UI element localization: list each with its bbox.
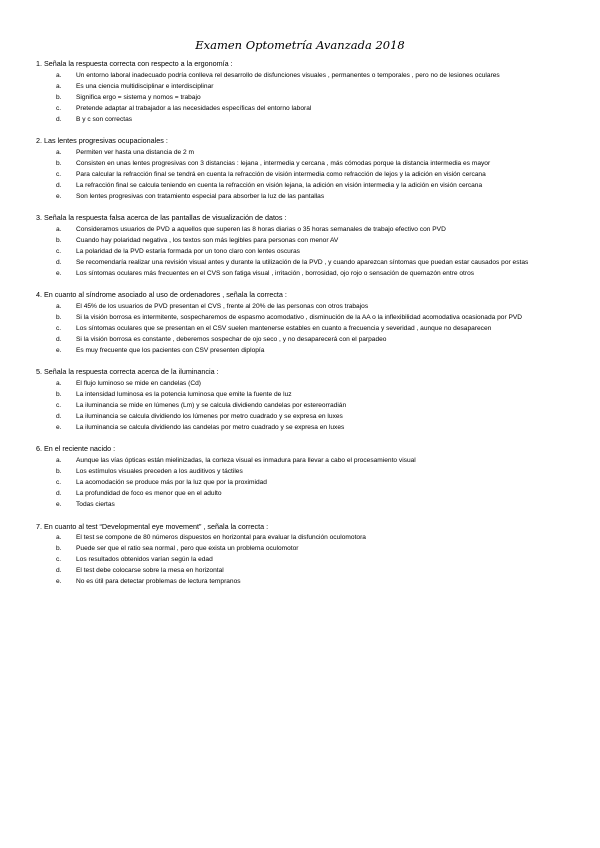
question-1 <box>36 58 566 125</box>
option-text: Los síntomas oculares que se presentan en el CSV suelen mantenerse estables en cuanto a frecuencia y severidad , aunque no desaparecen <box>76 324 492 332</box>
option-letter: d. <box>56 258 62 266</box>
option-letter: b. <box>56 468 62 476</box>
option-letter: a. <box>56 457 62 465</box>
question-text: 7. En cuanto al test “Developmental eye movement” , señala la correcta : <box>36 521 269 531</box>
option-letter: d. <box>56 115 62 123</box>
answer-option <box>36 268 566 279</box>
answer-option <box>36 543 566 554</box>
question-text: 5. Señala la respuesta correcta acerca de la iluminancia : <box>36 367 219 377</box>
option-text: Los resultados obtenidos varían según la edad <box>76 556 213 564</box>
answer-option <box>36 466 566 477</box>
option-text: Todas ciertas <box>76 501 115 509</box>
option-letter: a. <box>56 302 62 310</box>
question-3 <box>36 212 566 279</box>
answer-option <box>36 169 566 180</box>
answer-option <box>36 301 566 312</box>
answer-option <box>36 499 566 510</box>
option-letter: e. <box>56 269 62 277</box>
answer-option <box>36 191 566 202</box>
option-text: Significa ergo = sistema y nomos = trabajo <box>76 93 201 101</box>
option-text: Aunque las vías ópticas están mielinizadas, la corteza visual es inmadura para llevar a cabo el procesamiento visual <box>76 457 416 465</box>
answer-option <box>36 400 566 411</box>
option-text: La acomodación se produce más por la luz que por la proximidad <box>76 479 267 487</box>
answer-option <box>36 477 566 488</box>
answer-option <box>36 147 566 158</box>
option-text: Pretende adaptar al trabajador a las necesidades específicas del entorno laboral <box>76 104 312 112</box>
option-letter: c. <box>56 324 62 332</box>
answer-option <box>36 532 566 543</box>
answer-option <box>36 81 566 92</box>
option-letter: a. <box>56 71 62 79</box>
answer-option <box>36 224 566 235</box>
option-text: La iluminancia se mide en lúmenes (Lm) y se calcula dividiendo candelas por estereorradián <box>76 401 347 409</box>
option-letter: a. <box>56 534 62 542</box>
option-text: Son lentes progresivas con tratamiento especial para absorber la luz de las pantallas <box>76 192 325 200</box>
option-letter: b. <box>56 313 62 321</box>
option-text: El flujo luminoso se mide en candelas (Cd) <box>76 379 201 387</box>
option-text: La intensidad luminosa es la potencia luminosa que emite la fuente de luz <box>76 390 292 398</box>
option-letter: d. <box>56 567 62 575</box>
question-2 <box>36 135 566 202</box>
option-letter: d. <box>56 490 62 498</box>
page-title: Examen Optometría Avanzada 2018 <box>195 38 405 52</box>
option-letter: b. <box>56 236 62 244</box>
option-letter: e. <box>56 578 62 586</box>
option-letter: e. <box>56 423 62 431</box>
option-letter: c. <box>56 401 62 409</box>
option-letter: b. <box>56 159 62 167</box>
answer-option <box>36 92 566 103</box>
option-text: Los estímulos visuales preceden a los auditivos y táctiles <box>76 468 243 476</box>
option-text: Los síntomas oculares más frecuentes en el CVS son fatiga visual , irritación , borrosidad, ojo rojo o sensación de quemazón entre otros <box>76 269 475 277</box>
option-text: Para calcular la refracción final se tendrá en cuenta la refracción de visión intermedia como refracción de lejos y la adición en visión cercana <box>76 170 486 178</box>
answer-option <box>36 334 566 345</box>
question-4 <box>36 289 566 356</box>
answer-option <box>36 246 566 257</box>
option-text: Es una ciencia multidisciplinar e interdisciplinar <box>76 82 214 90</box>
answer-option <box>36 257 566 268</box>
option-letter: c. <box>56 556 62 564</box>
option-text: Cuando hay polaridad negativa , los textos son más legibles para personas con menor AV <box>76 236 339 244</box>
option-letter: b. <box>56 390 62 398</box>
question-5 <box>36 366 566 433</box>
option-text: Es muy frecuente que los pacientes con CSV presenten diplopía <box>76 346 265 354</box>
option-letter: b. <box>56 545 62 553</box>
option-letter: c. <box>56 104 62 112</box>
option-letter: a. <box>56 148 62 156</box>
question-text: 1. Señala la respuesta correcta con respecto a la ergonomía : <box>36 59 233 68</box>
answer-option <box>36 389 566 400</box>
answer-option <box>36 488 566 499</box>
option-text: Puede ser que el ratio sea normal , pero que exista un problema oculomotor <box>76 545 299 553</box>
option-letter: c. <box>56 479 62 487</box>
option-text: Un entorno laboral inadecuado podría conlleva rel desarrollo de disfunciones visuales , permanentes o temporales , pero no de lesiones oculares <box>76 71 500 79</box>
answer-option <box>36 180 566 191</box>
answer-option <box>36 422 566 433</box>
option-text: Se recomendaría realizar una revisión visual antes y durante la utilización de la PVD , y cuando aparezcan síntomas que puedan estar causados por estas <box>76 258 529 266</box>
option-text: El test se compone de 80 números dispuestos en horizontal para evaluar la disfunción oculomotora <box>76 534 366 542</box>
option-letter: b. <box>56 93 62 101</box>
answer-option <box>36 411 566 422</box>
option-letter: d. <box>56 181 62 189</box>
question-6 <box>36 443 566 510</box>
question-list <box>36 58 566 598</box>
answer-option <box>36 158 566 169</box>
option-text: La iluminancia se calcula dividiendo los lúmenes por metro cuadrado y se expresa en luxes <box>76 412 343 420</box>
answer-option <box>36 323 566 334</box>
option-text: La refracción final se calcula teniendo en cuenta la refracción en visión lejana, la adición en visión intermedia y la adición en visión cercana <box>76 181 483 189</box>
answer-option <box>36 455 566 466</box>
option-letter: a. <box>56 379 62 387</box>
answer-option <box>36 312 566 323</box>
answer-option <box>36 565 566 576</box>
question-text: 2. Las lentes progresivas ocupacionales : <box>36 136 168 146</box>
question-text: 6. En el reciente nacido : <box>36 444 116 454</box>
option-letter: a. <box>56 82 62 90</box>
option-text: El 45% de los usuarios de PVD presentan el CVS , frente al 20% de las personas con otros trabajos <box>76 302 369 310</box>
answer-option <box>36 103 566 114</box>
option-text: Consisten en unas lentes progresivas con 3 distancias : lejana , intermedia y cercana , más cómodas porque la distancia intermedia es mayor <box>76 159 491 167</box>
option-letter: d. <box>56 412 62 420</box>
option-letter: e. <box>56 346 62 354</box>
question-text: 3. Señala la respuesta falsa acerca de las pantallas de visualización de datos : <box>36 213 287 223</box>
option-letter: e. <box>56 192 62 200</box>
answer-option <box>36 576 566 587</box>
option-text: La polaridad de la PVD estaría formada por un tono claro con lentes oscuras <box>76 247 300 255</box>
option-text: Si la visión borrosa es constante , deberemos sospechar de ojo seco , y no desaparecerá con el parpadeo <box>76 335 387 343</box>
option-text: El test debe colocarse sobre la mesa en horizontal <box>76 567 224 575</box>
option-letter: c. <box>56 247 62 255</box>
option-text: La iluminancia se calcula dividiendo las candelas por metro cuadrado y se expresa en luxes <box>76 423 345 431</box>
option-text: No es útil para detectar problemas de lectura tempranos <box>76 578 241 586</box>
answer-option <box>36 378 566 389</box>
option-letter: d. <box>56 335 62 343</box>
option-letter: e. <box>56 501 62 509</box>
answer-option <box>36 114 566 125</box>
answer-option <box>36 345 566 356</box>
option-text: B y c son correctas <box>76 115 133 123</box>
option-text: Si la visión borrosa es intermitente, sospecharemos de espasmo acomodativo , disminución de la AA o la inflexibilidad acomodativa ocasionada por PVD <box>76 313 523 321</box>
question-text: 4. En cuanto al síndrome asociado al uso de ordenadores , señala la correcta : <box>36 290 287 300</box>
option-text: Consideramos usuarios de PVD a aquellos que superen las 8 horas diarias o 35 horas semanales de trabajo efectivo con PVD <box>76 225 446 233</box>
answer-option <box>36 235 566 246</box>
question-7 <box>36 521 566 588</box>
option-text: Permiten ver hasta una distancia de 2 m <box>76 148 195 156</box>
answer-option <box>36 70 566 81</box>
answer-option <box>36 554 566 565</box>
option-letter: a. <box>56 225 62 233</box>
option-text: La profundidad de foco es menor que en el adulto <box>76 490 222 498</box>
option-letter: c. <box>56 170 62 178</box>
